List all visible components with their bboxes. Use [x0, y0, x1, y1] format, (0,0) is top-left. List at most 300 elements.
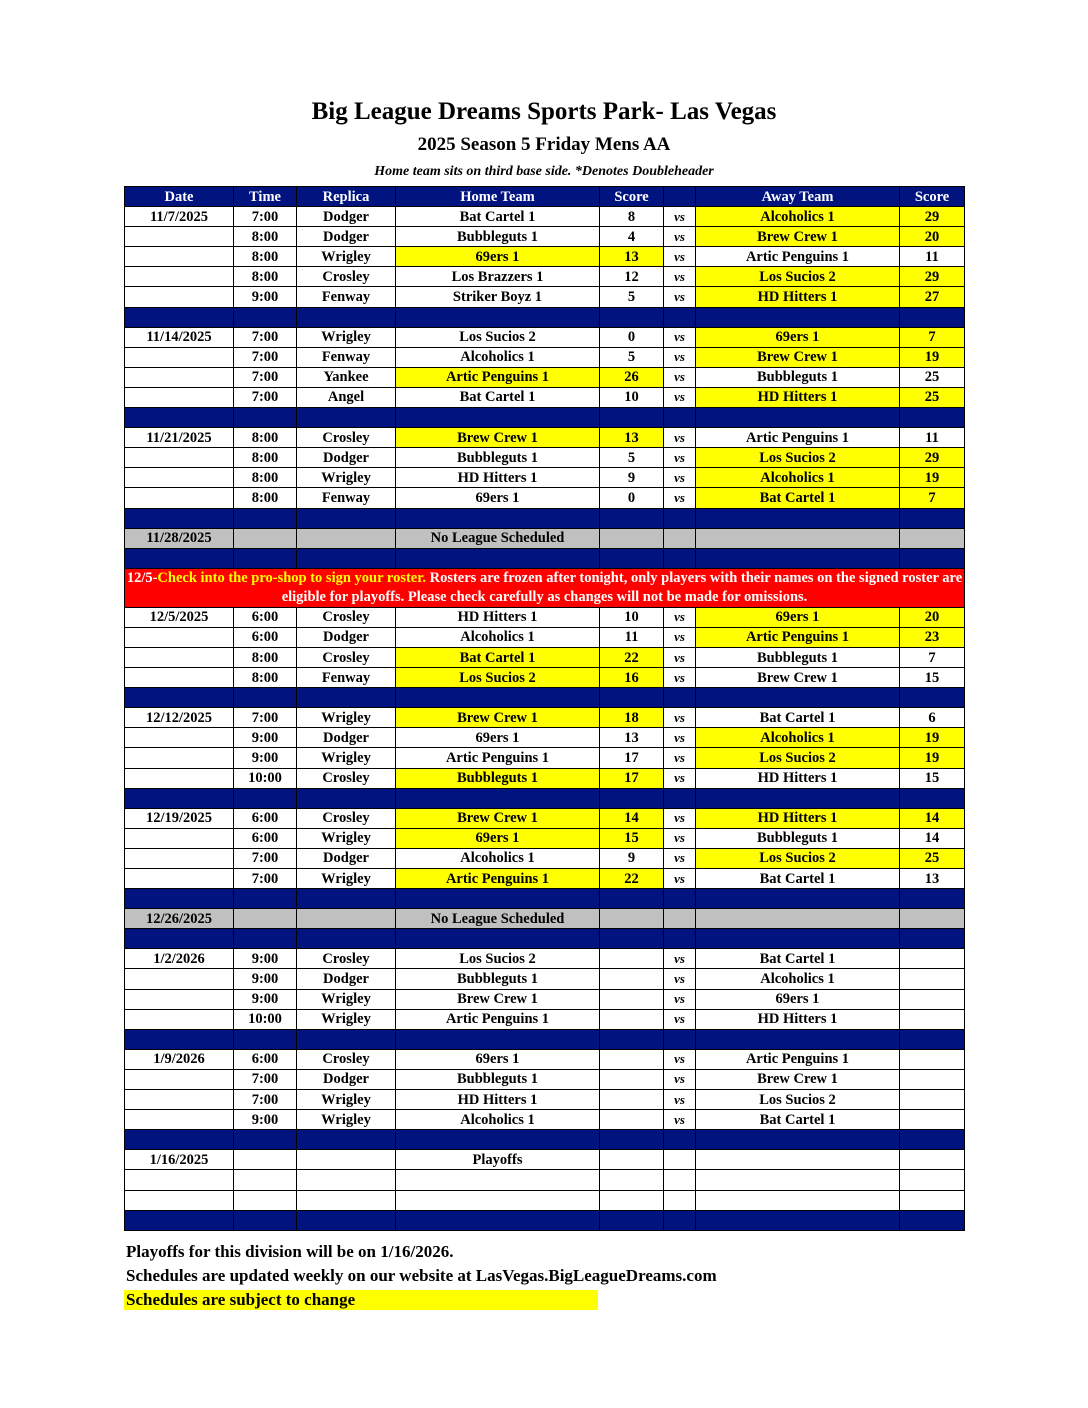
- away-team: HD Hitters 1: [696, 768, 900, 788]
- away-team: 69ers 1: [696, 327, 900, 347]
- game-time: 7:00: [234, 387, 297, 407]
- vs-label: vs: [664, 387, 696, 407]
- game-replica: Wrigley: [297, 247, 396, 267]
- row-replica: [297, 1150, 396, 1170]
- home-score: 26: [600, 367, 664, 387]
- separator-cell: [600, 1130, 664, 1150]
- game-replica: Fenway: [297, 488, 396, 508]
- game-row: [125, 808, 965, 828]
- game-replica: Fenway: [297, 287, 396, 307]
- away-score: 19: [900, 728, 965, 748]
- separator-cell: [664, 307, 696, 327]
- game-replica: Wrigley: [297, 869, 396, 889]
- game-replica: Wrigley: [297, 327, 396, 347]
- game-date: 11/14/2025: [125, 327, 234, 347]
- game-row: [125, 1049, 965, 1069]
- game-row: [125, 227, 965, 247]
- vs-label: vs: [664, 227, 696, 247]
- away-score: [900, 1090, 965, 1110]
- away-team: Bat Cartel 1: [696, 488, 900, 508]
- home-team: Los Sucios 2: [396, 668, 600, 688]
- away-score: [900, 969, 965, 989]
- game-row: [125, 207, 965, 227]
- game-time: 8:00: [234, 428, 297, 448]
- away-score: 15: [900, 668, 965, 688]
- no-league-row: [125, 528, 965, 548]
- row-home-score: [600, 1190, 664, 1210]
- home-score: [600, 1049, 664, 1069]
- home-team: HD Hitters 1: [396, 1090, 600, 1110]
- away-team: 69ers 1: [696, 607, 900, 627]
- game-date: [125, 247, 234, 267]
- separator-cell: [396, 889, 600, 909]
- separator-cell: [664, 929, 696, 949]
- game-replica: Fenway: [297, 347, 396, 367]
- separator-cell: [900, 889, 965, 909]
- separator-cell: [297, 788, 396, 808]
- game-row: [125, 1110, 965, 1130]
- game-time: 8:00: [234, 468, 297, 488]
- game-date: [125, 347, 234, 367]
- away-team: HD Hitters 1: [696, 808, 900, 828]
- no-league-row: [125, 909, 965, 929]
- away-team: Bubbleguts 1: [696, 828, 900, 848]
- home-team: Bubbleguts 1: [396, 227, 600, 247]
- row-home-score: [600, 909, 664, 929]
- schedule-body: [125, 207, 965, 1231]
- row-text: [396, 1190, 600, 1210]
- away-score: 6: [900, 708, 965, 728]
- row-away-score: [900, 1170, 965, 1190]
- game-replica: Wrigley: [297, 1009, 396, 1029]
- separator-row: [125, 408, 965, 428]
- home-score: 10: [600, 607, 664, 627]
- game-row: [125, 708, 965, 728]
- game-time: 9:00: [234, 1110, 297, 1130]
- game-time: 6:00: [234, 627, 297, 647]
- separator-cell: [696, 508, 900, 528]
- home-team: Bat Cartel 1: [396, 387, 600, 407]
- separator-cell: [125, 929, 234, 949]
- home-team: 69ers 1: [396, 247, 600, 267]
- home-team: Bubbleguts 1: [396, 969, 600, 989]
- vs-label: vs: [664, 708, 696, 728]
- blank-row: [125, 1190, 965, 1210]
- vs-label: vs: [664, 1009, 696, 1029]
- game-row: [125, 848, 965, 868]
- separator-cell: [125, 1130, 234, 1150]
- separator-cell: [125, 889, 234, 909]
- separator-cell: [696, 307, 900, 327]
- away-score: [900, 949, 965, 969]
- game-date: [125, 1090, 234, 1110]
- row-date: 1/16/2025: [125, 1150, 234, 1170]
- home-score: 9: [600, 468, 664, 488]
- game-replica: Dodger: [297, 848, 396, 868]
- home-score: 12: [600, 267, 664, 287]
- away-score: 23: [900, 627, 965, 647]
- row-away-team: [696, 1190, 900, 1210]
- separator-cell: [696, 1029, 900, 1049]
- game-replica: Crosley: [297, 808, 396, 828]
- game-date: [125, 989, 234, 1009]
- away-team: Alcoholics 1: [696, 207, 900, 227]
- separator-cell: [600, 1210, 664, 1230]
- vs-label: vs: [664, 448, 696, 468]
- game-time: 8:00: [234, 647, 297, 667]
- away-score: 7: [900, 488, 965, 508]
- away-team: HD Hitters 1: [696, 1009, 900, 1029]
- col-vs: [664, 187, 696, 207]
- row-home-score: [600, 1170, 664, 1190]
- game-date: [125, 668, 234, 688]
- game-date: [125, 367, 234, 387]
- game-date: [125, 267, 234, 287]
- separator-cell: [234, 508, 297, 528]
- home-score: 0: [600, 327, 664, 347]
- schedule-table: [124, 186, 965, 1231]
- game-row: [125, 748, 965, 768]
- home-team: Los Sucios 2: [396, 327, 600, 347]
- home-team-note: Home team sits on third base side. *Denotes Doubleheader: [374, 164, 714, 179]
- game-time: 7:00: [234, 347, 297, 367]
- game-time: 9:00: [234, 748, 297, 768]
- home-score: [600, 969, 664, 989]
- separator-cell: [297, 508, 396, 528]
- game-time: 9:00: [234, 989, 297, 1009]
- row-time: [234, 1150, 297, 1170]
- game-replica: Wrigley: [297, 1110, 396, 1130]
- home-team: Artic Penguins 1: [396, 1009, 600, 1029]
- col-home-score: Score: [600, 187, 664, 207]
- separator-cell: [664, 408, 696, 428]
- row-away-team: [696, 528, 900, 548]
- subject-to-change-note: Schedules are subject to change: [124, 1290, 598, 1310]
- game-replica: Dodger: [297, 227, 396, 247]
- home-score: 22: [600, 869, 664, 889]
- away-score: 20: [900, 227, 965, 247]
- game-replica: Fenway: [297, 668, 396, 688]
- game-time: 6:00: [234, 607, 297, 627]
- separator-cell: [600, 307, 664, 327]
- game-date: 12/12/2025: [125, 708, 234, 728]
- separator-cell: [125, 788, 234, 808]
- separator-cell: [396, 548, 600, 568]
- game-time: 9:00: [234, 287, 297, 307]
- separator-cell: [297, 889, 396, 909]
- vs-label: vs: [664, 607, 696, 627]
- game-date: [125, 969, 234, 989]
- away-team: Brew Crew 1: [696, 227, 900, 247]
- game-replica: Dodger: [297, 728, 396, 748]
- game-row: [125, 728, 965, 748]
- separator-cell: [396, 788, 600, 808]
- separator-row: [125, 307, 965, 327]
- row-away-team: [696, 1170, 900, 1190]
- row-away-score: [900, 909, 965, 929]
- game-row: [125, 869, 965, 889]
- roster-notice-row: [125, 568, 965, 607]
- game-date: 1/2/2026: [125, 949, 234, 969]
- separator-cell: [125, 688, 234, 708]
- separator-row: [125, 1130, 965, 1150]
- game-row: [125, 267, 965, 287]
- separator-cell: [297, 1210, 396, 1230]
- away-score: 29: [900, 267, 965, 287]
- game-date: 11/21/2025: [125, 428, 234, 448]
- separator-cell: [600, 508, 664, 528]
- home-score: 10: [600, 387, 664, 407]
- vs-label: vs: [664, 1069, 696, 1089]
- game-date: [125, 468, 234, 488]
- game-row: [125, 647, 965, 667]
- game-row: [125, 768, 965, 788]
- home-score: 5: [600, 347, 664, 367]
- game-date: [125, 488, 234, 508]
- vs-label: vs: [664, 207, 696, 227]
- home-score: 5: [600, 287, 664, 307]
- row-replica: [297, 528, 396, 548]
- separator-cell: [125, 1210, 234, 1230]
- separator-cell: [125, 307, 234, 327]
- home-score: 13: [600, 728, 664, 748]
- separator-cell: [234, 929, 297, 949]
- away-team: Artic Penguins 1: [696, 428, 900, 448]
- game-time: 6:00: [234, 808, 297, 828]
- blank-row: [125, 1170, 965, 1190]
- away-score: 7: [900, 647, 965, 667]
- separator-cell: [600, 889, 664, 909]
- separator-row: [125, 889, 965, 909]
- game-time: 6:00: [234, 1049, 297, 1069]
- vs-label: vs: [664, 327, 696, 347]
- game-time: 10:00: [234, 768, 297, 788]
- vs-label: vs: [664, 647, 696, 667]
- game-row: [125, 828, 965, 848]
- row-date: [125, 1190, 234, 1210]
- home-score: 15: [600, 828, 664, 848]
- separator-cell: [396, 1210, 600, 1230]
- vs-label: vs: [664, 828, 696, 848]
- col-away-team: Away Team: [696, 187, 900, 207]
- separator-cell: [664, 889, 696, 909]
- game-date: 1/9/2026: [125, 1049, 234, 1069]
- game-replica: Wrigley: [297, 708, 396, 728]
- away-team: HD Hitters 1: [696, 287, 900, 307]
- game-replica: Dodger: [297, 207, 396, 227]
- vs-label: vs: [664, 1090, 696, 1110]
- separator-cell: [664, 788, 696, 808]
- game-date: 12/19/2025: [125, 808, 234, 828]
- game-row: [125, 327, 965, 347]
- vs-label: vs: [664, 768, 696, 788]
- game-time: 7:00: [234, 1069, 297, 1089]
- game-time: 8:00: [234, 227, 297, 247]
- notice-date: 12/5-: [126, 569, 158, 586]
- separator-cell: [396, 408, 600, 428]
- home-team: Los Brazzers 1: [396, 267, 600, 287]
- row-time: [234, 909, 297, 929]
- away-score: 11: [900, 428, 965, 448]
- away-team: Los Sucios 2: [696, 848, 900, 868]
- separator-cell: [900, 1210, 965, 1230]
- row-text: Playoffs: [396, 1150, 600, 1170]
- home-score: [600, 949, 664, 969]
- game-replica: Crosley: [297, 949, 396, 969]
- row-replica: [297, 1190, 396, 1210]
- game-row: [125, 247, 965, 267]
- row-away-team: [696, 909, 900, 929]
- away-team: Bubbleguts 1: [696, 367, 900, 387]
- away-score: [900, 1110, 965, 1130]
- row-away-score: [900, 1190, 965, 1210]
- separator-cell: [664, 508, 696, 528]
- game-date: [125, 1069, 234, 1089]
- away-team: Bubbleguts 1: [696, 647, 900, 667]
- separator-cell: [900, 929, 965, 949]
- vs-label: vs: [664, 1110, 696, 1130]
- game-date: [125, 627, 234, 647]
- home-score: 17: [600, 748, 664, 768]
- home-team: Artic Penguins 1: [396, 367, 600, 387]
- away-score: [900, 1069, 965, 1089]
- game-replica: Crosley: [297, 267, 396, 287]
- away-team: Alcoholics 1: [696, 728, 900, 748]
- game-replica: Wrigley: [297, 1090, 396, 1110]
- page-subtitle: 2025 Season 5 Friday Mens AA: [417, 134, 671, 155]
- away-score: 27: [900, 287, 965, 307]
- away-team: Brew Crew 1: [696, 668, 900, 688]
- game-time: 7:00: [234, 848, 297, 868]
- home-team: 69ers 1: [396, 728, 600, 748]
- game-replica: Wrigley: [297, 989, 396, 1009]
- away-team: Artic Penguins 1: [696, 627, 900, 647]
- playoffs-row: [125, 1150, 965, 1170]
- separator-cell: [696, 929, 900, 949]
- home-team: Alcoholics 1: [396, 1110, 600, 1130]
- game-row: [125, 448, 965, 468]
- away-team: Bat Cartel 1: [696, 1110, 900, 1130]
- home-score: 8: [600, 207, 664, 227]
- separator-cell: [664, 548, 696, 568]
- home-score: [600, 1009, 664, 1029]
- game-time: 9:00: [234, 728, 297, 748]
- away-score: 11: [900, 247, 965, 267]
- col-replica: Replica: [297, 187, 396, 207]
- away-score: 7: [900, 327, 965, 347]
- home-score: [600, 1090, 664, 1110]
- away-score: 19: [900, 748, 965, 768]
- separator-cell: [664, 688, 696, 708]
- separator-cell: [125, 508, 234, 528]
- vs-label: vs: [664, 488, 696, 508]
- game-replica: Crosley: [297, 1049, 396, 1069]
- game-row: [125, 347, 965, 367]
- separator-cell: [297, 929, 396, 949]
- separator-cell: [900, 788, 965, 808]
- separator-cell: [900, 408, 965, 428]
- home-score: 16: [600, 668, 664, 688]
- game-replica: Dodger: [297, 1069, 396, 1089]
- game-time: 7:00: [234, 327, 297, 347]
- vs-label: vs: [664, 287, 696, 307]
- home-score: 22: [600, 647, 664, 667]
- home-team: Brew Crew 1: [396, 708, 600, 728]
- away-team: Bat Cartel 1: [696, 708, 900, 728]
- away-team: Bat Cartel 1: [696, 869, 900, 889]
- game-row: [125, 1090, 965, 1110]
- separator-cell: [396, 307, 600, 327]
- game-date: [125, 828, 234, 848]
- home-team: Bubbleguts 1: [396, 448, 600, 468]
- separator-row: [125, 1210, 965, 1230]
- separator-cell: [664, 1210, 696, 1230]
- home-team: Los Sucios 2: [396, 949, 600, 969]
- away-score: 15: [900, 768, 965, 788]
- game-time: 8:00: [234, 448, 297, 468]
- vs-label: vs: [664, 367, 696, 387]
- vs-label: vs: [664, 728, 696, 748]
- home-team: Alcoholics 1: [396, 347, 600, 367]
- roster-notice: [125, 568, 965, 607]
- game-replica: Crosley: [297, 607, 396, 627]
- game-time: 6:00: [234, 828, 297, 848]
- separator-cell: [900, 1029, 965, 1049]
- game-date: 11/7/2025: [125, 207, 234, 227]
- home-team: Bubbleguts 1: [396, 1069, 600, 1089]
- row-away-score: [900, 528, 965, 548]
- home-score: 4: [600, 227, 664, 247]
- home-team: 69ers 1: [396, 828, 600, 848]
- home-team: Alcoholics 1: [396, 848, 600, 868]
- away-score: 29: [900, 448, 965, 468]
- separator-cell: [234, 889, 297, 909]
- row-text: No League Scheduled: [396, 909, 600, 929]
- game-time: 8:00: [234, 668, 297, 688]
- game-replica: Wrigley: [297, 468, 396, 488]
- page-title: Big League Dreams Sports Park- Las Vegas: [311, 98, 777, 125]
- game-row: [125, 428, 965, 448]
- separator-cell: [600, 548, 664, 568]
- header-row: [125, 187, 965, 207]
- away-team: 69ers 1: [696, 989, 900, 1009]
- home-score: 0: [600, 488, 664, 508]
- col-away-score: Score: [900, 187, 965, 207]
- row-replica: [297, 909, 396, 929]
- away-score: 20: [900, 607, 965, 627]
- game-date: [125, 387, 234, 407]
- home-team: 69ers 1: [396, 1049, 600, 1069]
- vs-label: vs: [664, 989, 696, 1009]
- away-score: [900, 1009, 965, 1029]
- away-score: 19: [900, 468, 965, 488]
- notice-text: Rosters are frozen after tonight, only players with their names on the signed roster are eligible for playoffs. Please check carefully as changes will not be made for omissions.: [281, 569, 963, 605]
- separator-cell: [600, 688, 664, 708]
- game-time: 9:00: [234, 949, 297, 969]
- separator-cell: [696, 889, 900, 909]
- game-date: 12/5/2025: [125, 607, 234, 627]
- vs-label: vs: [664, 748, 696, 768]
- game-replica: Yankee: [297, 367, 396, 387]
- row-home-score: [600, 528, 664, 548]
- separator-cell: [696, 788, 900, 808]
- home-team: Artic Penguins 1: [396, 748, 600, 768]
- separator-cell: [600, 408, 664, 428]
- away-team: Artic Penguins 1: [696, 247, 900, 267]
- separator-cell: [696, 1210, 900, 1230]
- home-team: 69ers 1: [396, 488, 600, 508]
- game-row: [125, 949, 965, 969]
